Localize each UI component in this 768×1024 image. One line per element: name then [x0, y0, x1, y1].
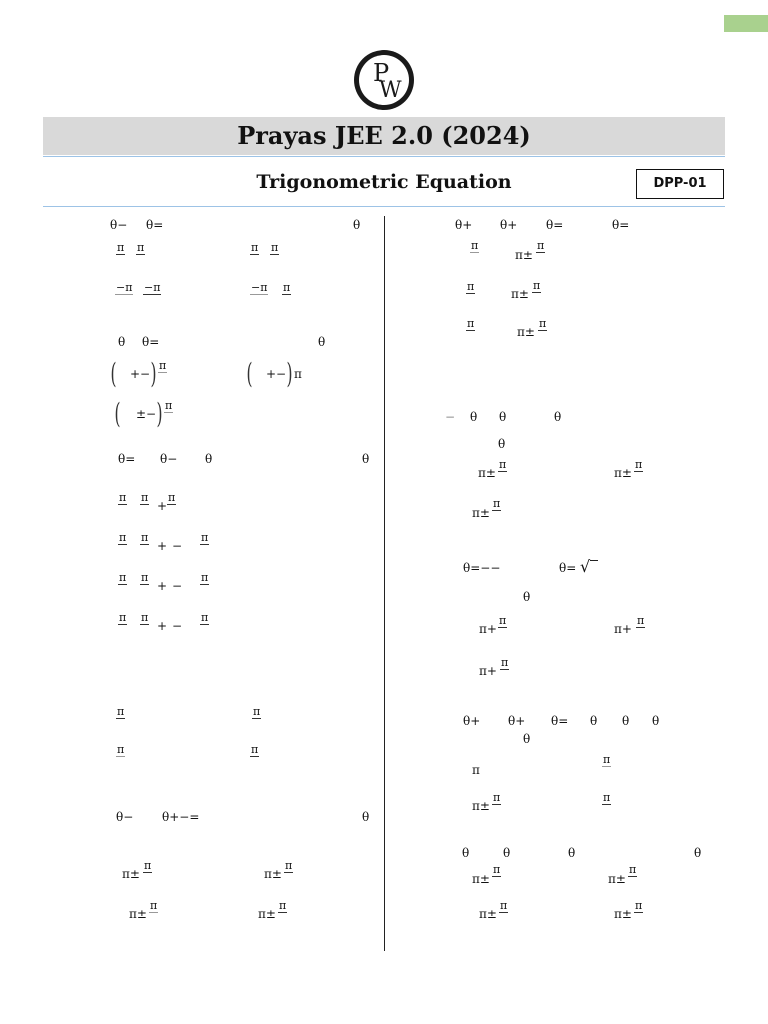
column-divider: [384, 216, 385, 951]
title-rule: [43, 156, 725, 157]
page-title: Prayas JEE 2.0 (2024): [237, 121, 531, 150]
title-band: [43, 117, 725, 155]
pw-logo: P W: [354, 50, 414, 110]
corner-tab: [724, 15, 768, 32]
dpp-tag: DPP-01: [636, 169, 724, 199]
subtitle-rule: [43, 206, 725, 207]
chapter-title: Trigonometric Equation: [256, 171, 512, 193]
